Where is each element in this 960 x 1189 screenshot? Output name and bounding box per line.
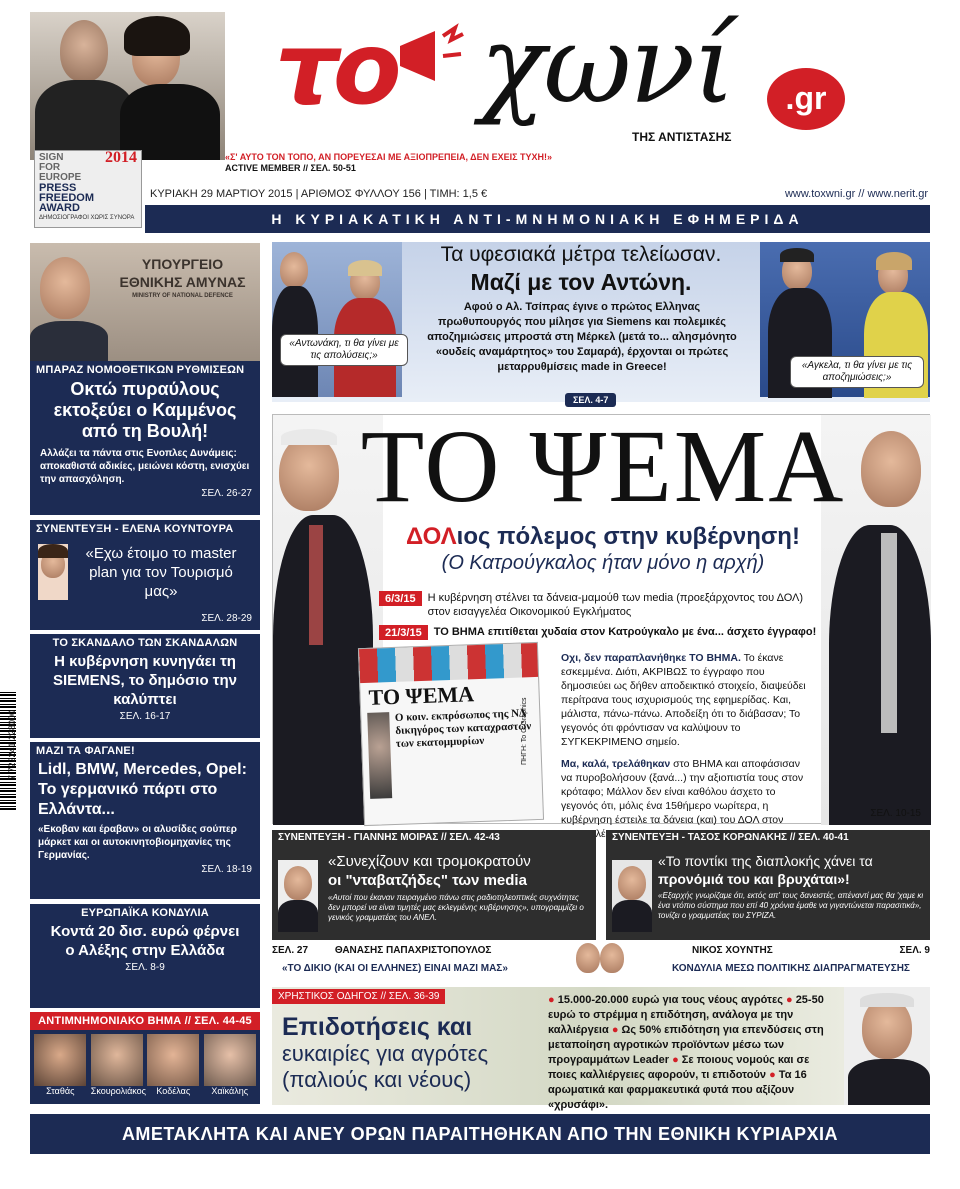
- footer-banner: ΑΜΕΤΑΚΛΗΤΑ ΚΑΙ ΑΝΕΥ ΟΡΩΝ ΠΑΡΑΙΤΗΘΗΚΑΝ ΑΠΟ ΤΗΝ ΕΘΝΙΚΗ ΚΥΡΙΑΡΧΙΑ: [30, 1114, 930, 1154]
- kondylia-story[interactable]: [30, 904, 260, 1008]
- main-story[interactable]: [272, 409, 930, 826]
- guide-bullets: ● 15.000-20.000 ευρώ για τους νέους αγρότες ● 25-50 ευρώ το στρέμμα η επιδότηση, ανάλογα με την καλλιέργεια ● Ως 50% επιδότηση για επενδύσεις στη μεταποίηση αγροτικών προϊόντων μέσω των προγραμμάτων Leader ● Σε ποιους νομούς και σε ποιες καλλιέργειες αφορούν, τι επιδοτούν ● Τα 16 αρωματικά και φαρμακευτικά φυτά που αξίζουν «χρυσάφι».: [548, 994, 824, 1111]
- quote-strip[interactable]: ΣΕΛ. 27 ΘΑΝΑΣΗΣ ΠΑΠΑΧΡΙΣΤΟΠΟΥΛΟΣ «ΤΟ ΔΙΚΙΟ (ΚΑΙ ΟΙ ΕΛΛΗΝΕΣ) ΕΙΝΑΙ ΜΑΖΙ ΜΑΣ» ΝΙΚΟΣ ΧΟΥΝΤΗΣ ΣΕΛ. 9 ΚΟΝΔΥΛΙΑ ΜΕΣΩ ΠΟΛΙΤΙΚΗΣ ΔΙΑΠΡΑΓΜΑΤΕΥΣΗΣ: [272, 945, 930, 981]
- moiras-photo: [278, 860, 318, 932]
- chountis-photo: [844, 987, 930, 1105]
- main-page-ref: ΣΕΛ. 10-15: [870, 808, 921, 819]
- top-story-body: Αφού ο Αλ. Τσίπρας έγινε ο πρώτος Ελληνας πρωθυπουργός που μίλησε για Siemens και πολεμικές αποζημιώσεις μπροστά στη Μέρκελ (μετά το... αλησμόνητο «ουδείς αναμάρτητος» του Σαμαρά), έρχονται οι πρώτες μεταρρυθμίσεις made in Greece!: [427, 301, 737, 373]
- banner: Η ΚΥΡΙΑΚΑΤΙΚΗ ΑΝΤΙ-ΜΝΗΜΟΝΙΑΚΗ ΕΦΗΜΕΡΙΔΑ: [145, 205, 930, 233]
- kountoura-photo: [38, 544, 68, 600]
- date-tag: 21/3/15: [379, 625, 428, 640]
- story-tag: ΧΡΗΣΤΙΚΟΣ ΟΔΗΓΟΣ // ΣΕΛ. 36-39: [272, 989, 445, 1004]
- barcode-number: 7 722241 228000: [7, 709, 17, 781]
- story-tag: ΜΠΑΡΑΖ ΝΟΜΟΘΕΤΙΚΩΝ ΡΥΘΜΙΣΕΩΝ: [36, 364, 245, 376]
- story-tag: ΣΥΝΕΝΤΕΥΞΗ - ΓΙΑΝΝΗΣ ΜΟΙΡΑΣ // ΣΕΛ. 42-43: [278, 832, 500, 843]
- page-ref: ΣΕΛ. 18-19: [201, 864, 252, 875]
- bubble-left: «Αντωνάκη, τι θα γίνει με τις απολύσεις;»: [280, 334, 408, 366]
- page-ref: ΣΕΛ. 16-17: [119, 711, 171, 722]
- top-story-title: Τα υφεσιακά μέτρα τελείωσαν. Μαζί με τον Αντώνη.: [440, 243, 722, 295]
- story-tag: ΕΥΡΩΠΑΪΚΑ ΚΟΝΔΥΛΙΑ: [81, 907, 209, 919]
- masthead-quote: «Σ' ΑΥΤΟ ΤΟΝ ΤΟΠΟ, ΑΝ ΠΟΡΕΥΕΣΑΙ ΜΕ ΑΞΙΟΠΡΕΠΕΙΑ, ΔΕΝ ΕΧΕΙΣ ΤΥΧΗ!» ACTIVE MEMBER // ΣΕΛ. 50-51: [225, 152, 553, 173]
- story-headline: Η κυβέρνηση κυνηγάει τη SIEMENS, το δημόσιο την καλύπτει: [52, 653, 237, 708]
- bubble-right: «Αγκελα, τι θα γίνει με τις αποζημιώσεις;»: [790, 356, 924, 388]
- lidl-story[interactable]: [30, 742, 260, 899]
- main-headline: ΤΟ ΨΕΜΑ: [360, 409, 846, 524]
- farmers-guide[interactable]: [272, 987, 930, 1111]
- story-headline: «Εχω έτοιμο το master plan για τον Τουρισμό μας»: [85, 545, 237, 600]
- masthead-photo: [30, 12, 225, 160]
- story-body: «Εκοβαν και έραβαν» οι αλυσίδες σούπερ μάρκετ και οι αυτοκινητοβιομηχανίες της Γερμανίας.: [38, 824, 237, 861]
- strip-portraits: [572, 939, 628, 979]
- press-freedom-award: 2014 SIGN FOR EUROPE PRESS FREEDOM AWARD ΔΗΜΟΣΙΟΓΡΑΦΟΙ ΧΩΡΙΣ ΣΥΝΟΡΑ: [34, 150, 142, 228]
- websites[interactable]: www.toxwni.gr // www.nerit.gr: [784, 188, 928, 200]
- story-body: Αλλάζει τα πάντα στις Ενοπλες Δυνάμεις: αποκαθιστά αδικίες, μειώνει κόστη, ενισχύει την απασχόληση.: [40, 448, 250, 485]
- story-headline: Lidl, BMW, Mercedes, Opel: Το γερμανικό πάρτι στο Ελλάντα...: [38, 761, 247, 818]
- portrait-stathas: Σταθάς: [34, 1034, 86, 1096]
- koronakis-interview[interactable]: ΣΥΝΕΝΤΕΥΞΗ - ΤΑΣΟΣ ΚΟΡΩΝΑΚΗΣ // ΣΕΛ. 40-41 «Το ποντίκι της διαπλοκής χάνει τα προνόμιά του και βρυχάται»! «Εξαρχής γνωρίζαμε ότι, εκτός απ' τους δανειστές, απέναντί μας θα 'χαμε κι ένα ντόπιο σύστημα που επί 40 χρόνια έμαθε να γιγαντώνεται παρασιτικά», τονίζει ο γραμματέας του ΣΥΡΙΖΑ.: [606, 830, 930, 940]
- logo-to: το: [275, 10, 396, 127]
- vima-clipping: ΤΟ ΨΕΜΑ Ο κοιν. εκπρόσωπος της ΝΔ δικηγόρος των καταχραστών των εκατομμυρίων: [358, 642, 544, 826]
- logo-gr-badge: .gr: [767, 68, 845, 130]
- image-source: ΠΗΓΗ: Το Ο Graphics: [521, 697, 528, 765]
- kammenos-story[interactable]: [30, 243, 260, 515]
- portrait-kodelas: Κοδέλας: [147, 1034, 199, 1096]
- guide-title: Επιδοτήσεις και ευκαιρίες για αγρότες (παλιούς και νέους): [282, 1013, 489, 1092]
- page-ref: ΣΕΛ. 28-29: [201, 613, 252, 624]
- kountoura-interview[interactable]: [30, 520, 260, 630]
- story-headline: Κοντά 20 δισ. ευρώ φέρνει ο Αλέξης στην Ελλάδα: [50, 923, 240, 959]
- story-headline: Οκτώ πυραύλους εκτοξεύει ο Καμμένος από τη Βουλή!: [53, 379, 237, 441]
- portrait-skouroliakos: Σκουρολιάκος: [91, 1034, 143, 1096]
- date-tag: 6/3/15: [379, 591, 422, 606]
- vima-portraits: [30, 1030, 260, 1096]
- vima-section[interactable]: [30, 1012, 260, 1104]
- megaphone-icon: [395, 26, 465, 86]
- koronakis-photo: [612, 860, 652, 932]
- story-tag: ΤΟ ΣΚΑΝΔΑΛΟ ΤΩΝ ΣΚΑΝΔΑΛΩΝ: [52, 637, 238, 649]
- logo-subtitle: ΤΗΣ ΑΝΤΙΣΤΑΣΗΣ: [632, 130, 732, 144]
- issue-info: ΚΥΡΙΑΚΗ 29 ΜΑΡΤΙΟΥ 2015 | ΑΡΙΘΜΟΣ ΦΥΛΛΟΥ 156 | ΤΙΜΗ: 1,5 €: [150, 188, 488, 200]
- story-tag: ΣΥΝΕΝΤΕΥΞΗ - ΕΛΕΝΑ ΚΟΥΝΤΟΥΡΑ: [36, 523, 234, 535]
- main-body: Οχι, δεν παραπλανήθηκε ΤΟ ΒΗΜΑ. Το έκανε εσκεμμένα. Διότι, ΑΚΡΙΒΩΣ το έγγραφο που δημοσιεύει ως δήθεν αποδεικτικό στοιχείο, διαψεύδει περίτρανα τους ισχυρισμούς της εφημερίδας. Και, μάλιστα, πάνω-πάνω. Αποδείξη ότι το διάβασαν; Το γεγονός ότι φρόντισαν να καλύψουν το ΣΥΓΚΕΚΡΙΜΕΝΟ σημείο. Μα, καλά, τρελάθηκαν στο ΒΗΜΑ και αποφάσισαν να πυροβολήσουν (ξανά...) την αξιοπιστία τους στον κρόταφο; Μάλλον δεν είναι καθόλου άσχετο το γεγονός ότι, μόλις ένα 15θήμερο νωρίτερα, η κυβέρνηση έστειλε τα δάνεια (και) του ΔΟΛ στον: [561, 652, 806, 826]
- top-story[interactable]: [272, 242, 930, 402]
- timeline: 6/3/15 Η κυβέρνηση στέλνει τα δάνεια-μαμούθ των media (προεξάρχοντος του ΔΟΛ) στον εισαγγελέα Οικονομικού Εγκλήματος 21/3/15 ΤΟ ΒΗΜΑ επιτίθεται χυδαία στον Κατρούγκαλο με ένα... άσχετο έγγραφο!: [379, 591, 819, 640]
- award-year: 2014: [105, 149, 137, 166]
- page-ref: ΣΕΛ. 8-9: [125, 962, 165, 973]
- defence-ministry-photo: ΥΠΟΥΡΓΕΙΟ ΕΘΝΙΚΗΣ ΑΜΥΝΑΣ MINISTRY OF NATIONAL DEFENCE: [30, 243, 260, 361]
- logo: [275, 3, 865, 150]
- main-subheadline: ΔΟΛιος πόλεμος στην κυβέρνηση! (Ο Κατρούγκαλος ήταν μόνο η αρχή): [406, 523, 800, 574]
- logo-xoni: χωνί: [480, 3, 734, 128]
- story-tag: ΣΥΝΕΝΤΕΥΞΗ - ΤΑΣΟΣ ΚΟΡΩΝΑΚΗΣ // ΣΕΛ. 40-41: [612, 832, 849, 843]
- siemens-story[interactable]: [30, 634, 260, 738]
- story-tag: ΜΑΖΙ ΤΑ ΦΑΓΑΝΕ!: [36, 745, 135, 757]
- portrait-chaikalis: Χαϊκάλης: [204, 1034, 256, 1096]
- story-tag: ΑΝΤΙΜΝΗΜΟΝΙΑΚΟ ΒΗΜΑ // ΣΕΛ. 44-45: [30, 1012, 260, 1030]
- top-story-page-ref: ΣΕΛ. 4-7: [565, 393, 616, 407]
- moiras-interview[interactable]: ΣΥΝΕΝΤΕΥΞΗ - ΓΙΑΝΝΗΣ ΜΟΙΡΑΣ // ΣΕΛ. 42-43 «Συνεχίζουν και τρομοκρατούν οι "νταβατζήδες" των media «Αυτοί που έκαναν πειραγμένο πάνω στις ραδιοτηλεοπτικές συχνότητες δεν μπορεί να είναι τιμητές μας εκλεγμένης κυβέρνησης», υπογραμμίζει ο γενικός γραμματέας του ΑΝΕΛ.: [272, 830, 596, 940]
- page-ref: ΣΕΛ. 26-27: [201, 488, 252, 499]
- samaras-photo: [272, 242, 402, 397]
